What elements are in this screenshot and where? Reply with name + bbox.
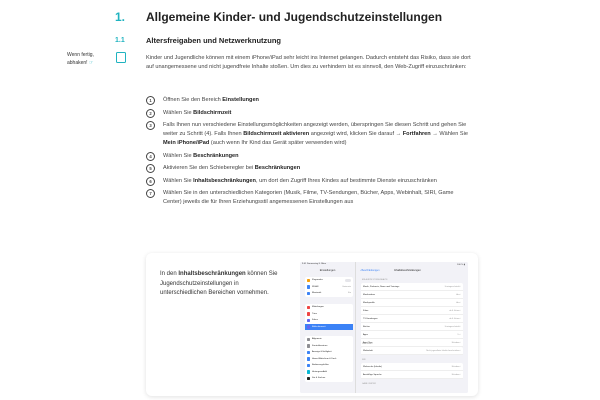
settings-item-label: Home-Bildschirm & Dock — [312, 357, 337, 360]
settings-item-icon — [307, 364, 311, 368]
step-text: Wählen Sie in den unterschiedlichen Kategorien (Musik, Filme, TV-Sendungen, Bücher, Apps, Webinhalt, SIRI, Game Center) jeweils die für Ihren Erziehungsstil angemessenen Einstellungen aus — [163, 190, 454, 205]
settings-item-icon — [307, 344, 311, 348]
heading-number: 1. — [115, 10, 126, 24]
done-checkbox[interactable] — [116, 52, 126, 63]
settings-item-icon — [307, 370, 311, 374]
store-content-group — [361, 283, 463, 347]
restriction-value: Uneingeschränkt › — [444, 285, 461, 288]
restriction-value: 9+ › — [457, 333, 461, 336]
hint-line2: abhaken! — [67, 59, 88, 66]
ipad-screenshot — [300, 262, 468, 393]
list-item — [146, 96, 471, 105]
step-text: Wählen Sie — [163, 109, 194, 116]
restriction-label: Bücher — [363, 325, 370, 328]
section-title: Altersfreigaben und Netzwerknutzung — [146, 36, 282, 45]
settings-item-icon — [307, 325, 311, 329]
settings-item-icon — [307, 377, 311, 381]
step-text: angezeigt wird, klicken Sie darauf → — [309, 131, 403, 137]
checkbox-hint — [67, 52, 94, 67]
settings-item-label: Bluetooth — [312, 292, 322, 295]
card-caption — [160, 270, 280, 299]
list-item — [146, 121, 471, 148]
step-text: Wählen Sie — [163, 152, 194, 159]
restriction-row[interactable] — [361, 315, 463, 323]
step-emphasis: Beschränkungen — [193, 152, 239, 159]
restriction-label: Musik, Podcasts, News und Trainings — [363, 285, 400, 288]
step-emphasis: Fortfahren — [402, 131, 431, 137]
settings-item-value: Ein — [348, 292, 351, 295]
restriction-row[interactable] — [361, 371, 463, 379]
restriction-value: Erlauben › — [451, 341, 461, 344]
settings-sidebar — [300, 262, 356, 393]
settings-group-3 — [305, 336, 353, 382]
settings-item-icon — [307, 312, 311, 316]
settings-item-icon — [307, 292, 311, 296]
list-item — [146, 164, 471, 173]
detail-title: Inhaltsbeschränkungen — [394, 269, 421, 272]
settings-item-label: Töne — [312, 312, 317, 315]
step-emphasis: Inhaltsbeschränkungen — [193, 177, 256, 184]
list-item — [146, 109, 471, 118]
step-emphasis: Einstellungen — [222, 97, 259, 103]
restriction-row[interactable] — [361, 363, 463, 371]
step-number-icon: 2 — [146, 109, 155, 118]
step-text: , um dort den Zugriff Ihres Kindes auf bestimmte Dienste einzuschränken — [255, 177, 437, 184]
step-text: Wählen Sie — [163, 177, 194, 184]
caption-post: können Sie Jugendschutzeinstellungen in unterschiedlichen Bereichen vornehmen. — [160, 271, 278, 296]
screenshot-card — [146, 253, 478, 396]
step-emphasis: Beschränkungen — [254, 165, 301, 171]
restriction-label: Apps — [363, 333, 368, 336]
step-emphasis: Bildschirmzeit aktivieren — [243, 131, 310, 137]
restriction-label: Webinhalt — [363, 349, 373, 352]
restriction-row[interactable] — [361, 347, 463, 355]
page-title: Allgemeine Kinder- und Jugendschutzeinstellungen — [146, 10, 443, 24]
steps-list — [146, 96, 471, 211]
step-text: Falls Ihnen nun verschiedene Einstellungsmöglichkeiten angezeigt werden, überspringen Sie diesen Schritt und gehen Sie weiter zu Schritt (4). Falls Ihnen — [163, 122, 467, 137]
settings-item-label: Siri & Suchen — [312, 377, 326, 380]
step-emphasis: Bildschirmzeit — [193, 109, 232, 116]
step-number-icon: 3 — [146, 121, 155, 130]
list-item — [146, 177, 471, 186]
restriction-value: Aus › — [456, 293, 461, 296]
settings-item-label: Bildschirmzeit — [312, 325, 326, 328]
settings-item-label: Fokus — [312, 319, 318, 322]
restriction-row[interactable] — [361, 291, 463, 299]
section-label: GAME CENTER — [362, 383, 376, 385]
settings-group-1 — [305, 277, 353, 297]
restriction-label: App-Clips — [363, 341, 373, 344]
restriction-label: Anstößige Sprache — [363, 373, 382, 376]
settings-item-label: Flugmodus — [312, 279, 323, 282]
restriction-label: Filme — [363, 309, 369, 312]
settings-item-label: Anzeige & Helligkeit — [312, 351, 332, 354]
list-item — [146, 189, 471, 207]
settings-item-icon — [307, 357, 311, 361]
back-button[interactable]: ‹ Beschränkungen — [360, 269, 380, 272]
section-label: SIRI — [362, 359, 366, 361]
restriction-row[interactable] — [361, 307, 463, 315]
pointing-hand-icon: ☞ — [88, 59, 94, 66]
restriction-row[interactable] — [361, 323, 463, 331]
settings-item-value: Heimnetz — [342, 285, 351, 288]
settings-item[interactable] — [305, 324, 353, 331]
settings-item[interactable] — [305, 375, 353, 382]
restriction-row[interactable] — [361, 299, 463, 307]
settings-item-icon — [307, 285, 311, 289]
restriction-row[interactable] — [361, 283, 463, 291]
restriction-value: ab 6 Jahren › — [449, 309, 461, 312]
restriction-value: Erlauben › — [451, 373, 461, 376]
settings-item-label: WLAN — [312, 285, 319, 288]
restriction-label: TV-Sendungen — [363, 317, 378, 320]
hint-line1: Wenn fertig, — [67, 52, 94, 58]
settings-group-2 — [305, 304, 353, 330]
restriction-label: Websuche (Inhalte) — [363, 365, 382, 368]
step-number-icon: 4 — [146, 152, 155, 161]
caption-pre: In den — [160, 271, 179, 277]
restriction-value: Uneingeschränkt › — [444, 325, 461, 328]
restriction-label: Musikvideos — [363, 293, 376, 296]
toggle-switch[interactable] — [345, 279, 351, 283]
restriction-row[interactable] — [361, 339, 463, 347]
restriction-value: ab 6 Jahren › — [449, 317, 461, 320]
step-text: Aktivieren Sie den Schieberegler bei — [163, 165, 255, 171]
web-content-group — [361, 347, 463, 355]
settings-item-label: Kontrollzentrum — [312, 344, 328, 347]
settings-item-label: Hintergrundbild — [312, 370, 327, 373]
step-text: Öffnen Sie den Bereich — [163, 97, 223, 103]
settings-item-label: Bedienungshilfen — [312, 364, 329, 367]
restriction-row[interactable] — [361, 331, 463, 339]
step-number-icon: 5 — [146, 164, 155, 173]
settings-item-icon — [307, 351, 311, 355]
caption-bold: Inhaltsbeschränkungen — [178, 271, 246, 277]
step-emphasis: Mein iPhone/iPad — [163, 140, 210, 146]
subheading-number: 1.1 — [115, 37, 125, 44]
restriction-value: Erlauben › — [451, 365, 461, 368]
settings-item-icon — [307, 306, 311, 310]
settings-item[interactable] — [305, 290, 353, 297]
intro-paragraph: Kinder und Jugendliche können mit einem iPhone/iPad sehr leicht ins Internet gelangen. Dadurch entsteht das Risiko, dass sie dort auf unangemessene und nicht jugendfreie Inhalte stoßen. Um dies zu verhindern ist es sinnvoll, den Web-Zugriff einzuschränken: — [146, 55, 471, 70]
step-text: → Wählen Sie — [430, 131, 469, 137]
list-item — [146, 152, 471, 161]
sidebar-title: Einstellungen — [319, 269, 336, 272]
settings-item-label: Allgemein — [312, 338, 322, 341]
step-text: (auch wenn Ihr Kind das Gerät später verwenden wird) — [209, 140, 347, 146]
step-number-icon: 1 — [146, 96, 155, 105]
battery-status: 100 % ▮ — [456, 264, 465, 266]
restriction-label: Musikprofile — [363, 301, 375, 304]
restriction-value: Nicht jugendfreie Inhalte beschränken › — [426, 349, 461, 352]
settings-item-icon — [307, 319, 311, 323]
restriction-value: Aus › — [456, 301, 461, 304]
settings-item-icon — [307, 279, 311, 283]
siri-group — [361, 363, 463, 379]
section-label: WEBINHALT — [362, 343, 373, 345]
content-restrictions-panel — [356, 262, 468, 393]
settings-item-icon — [307, 338, 311, 342]
section-label: ERLAUBTE STORE-INHALTE — [362, 279, 388, 281]
status-time: 9:41 Donnerstag 5. März — [302, 263, 327, 265]
settings-item-label: Mitteilungen — [312, 306, 324, 309]
step-number-icon: 7 — [146, 189, 155, 198]
step-number-icon: 6 — [146, 177, 155, 186]
